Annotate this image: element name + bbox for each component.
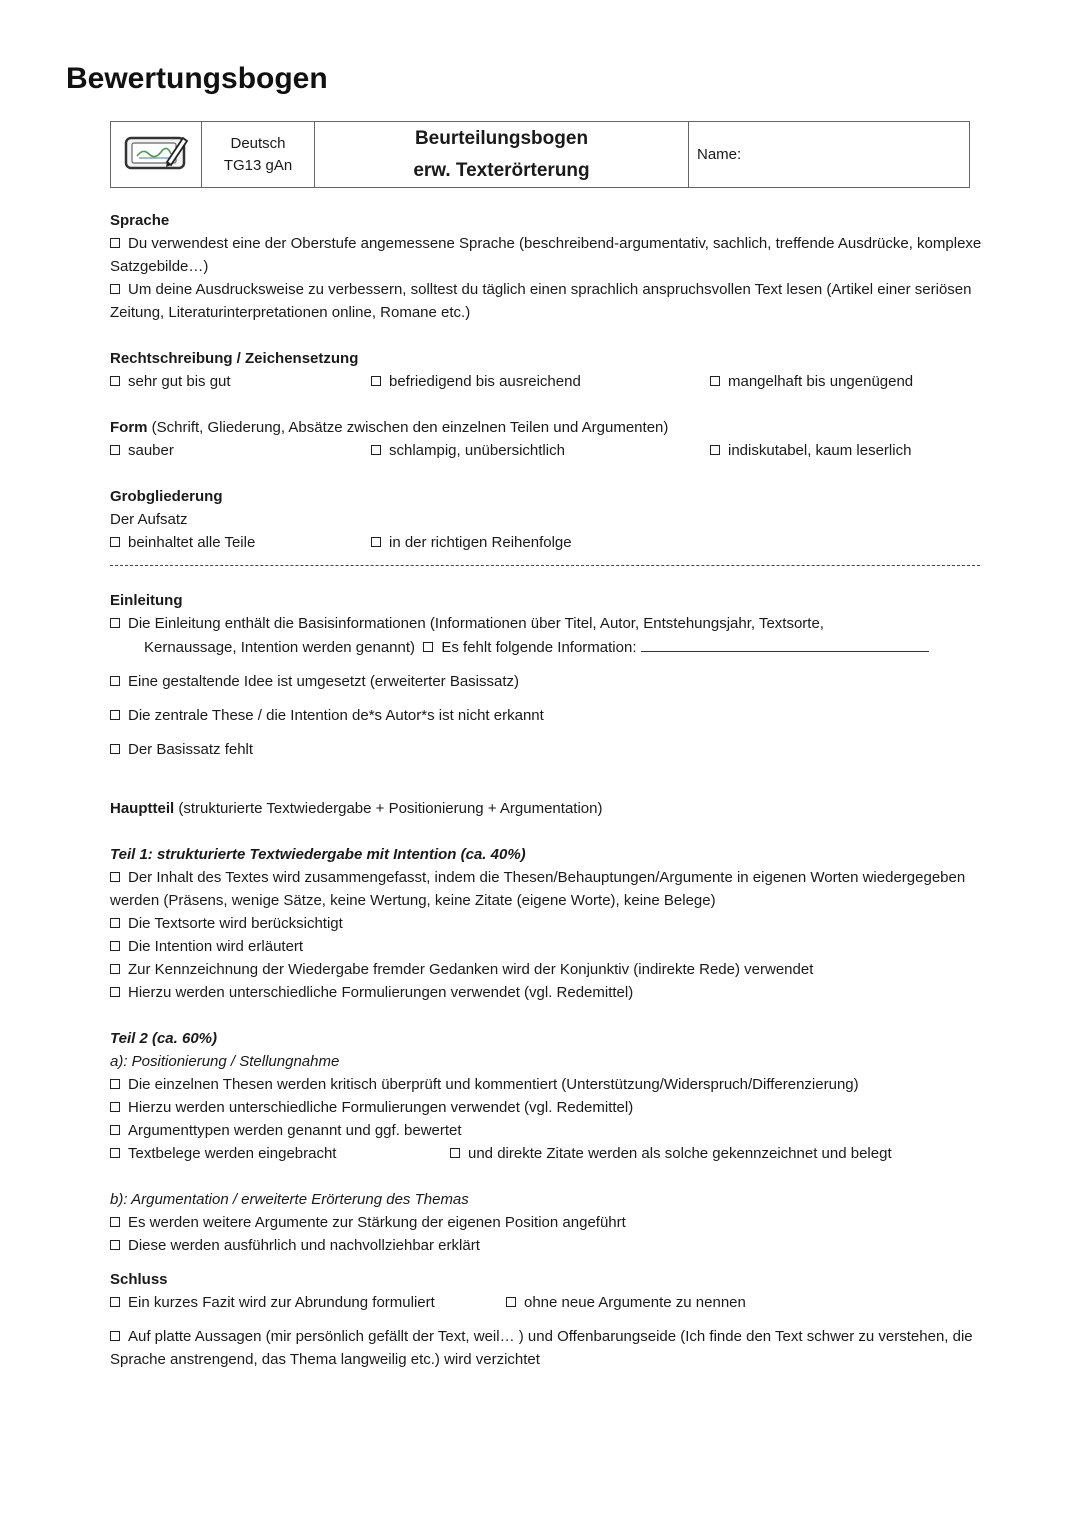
title-cell [315, 122, 689, 188]
option-item: schlampig, unübersichtlich [371, 439, 565, 462]
form-subtitle: erw. Texterörterung [413, 159, 590, 181]
checkbox[interactable] [110, 1125, 120, 1135]
form-heading-note: (Schrift, Gliederung, Absätze zwischen den einzelnen Teilen und Argumenten) [151, 419, 669, 436]
checkbox[interactable] [110, 872, 120, 882]
checkbox[interactable] [110, 964, 120, 974]
checkbox[interactable] [110, 445, 120, 455]
option-item: Textbelege werden eingebracht [110, 1142, 336, 1165]
checkbox[interactable] [110, 1148, 120, 1158]
checkbox[interactable] [110, 987, 120, 997]
checkbox[interactable] [450, 1148, 460, 1158]
missing-info-field[interactable] [641, 635, 929, 652]
checkbox[interactable] [110, 918, 120, 928]
section-heading-form-row [110, 416, 985, 439]
checkbox[interactable] [710, 445, 720, 455]
grobgliederung-intro: Der Aufsatz [110, 511, 188, 528]
checkbox[interactable] [110, 1331, 120, 1341]
schluss-item: Auf platte Aussagen (mir persönlich gefällt der Text, weil… ) und Offenbarungseide (Ich finde den Text schwer zu verstehen, die Sprache anstrengend, das Thema langweilig etc.) wird verzichtet [110, 1328, 973, 1368]
form-title: Beurteilungsbogen [414, 127, 589, 149]
form-options [110, 439, 985, 462]
tablet-pen-icon [123, 132, 189, 172]
option-item: und direkte Zitate werden als solche gekennzeichnet und belegt [450, 1142, 892, 1165]
option-item: Ein kurzes Fazit wird zur Abrundung formuliert [110, 1291, 435, 1314]
einleitung-item: Der Basissatz fehlt [110, 738, 985, 761]
grobgliederung-options [110, 531, 985, 554]
checkbox[interactable] [371, 445, 381, 455]
einleitung-item: Die Einleitung enthält die Basisinformationen (Informationen über Titel, Autor, Entstehungsjahr, Textsorte, [110, 612, 985, 635]
name-label: Name: [697, 146, 742, 163]
section-heading-form: Form [110, 419, 148, 436]
option-item: indiskutabel, kaum leserlich [710, 439, 911, 462]
einleitung-item-cont: Kernaussage, Intention werden genannt) Es fehlt folgende Information: [110, 635, 985, 659]
teil1-item: Der Inhalt des Textes wird zusammengefasst, indem die Thesen/Behauptungen/Argumente in eigenen Worten wiedergegeben werden (Präsens, wenige Sätze, keine Wertung, keine Zitate (eigene Worte), keine Belege) [110, 869, 966, 909]
checkbox[interactable] [110, 744, 120, 754]
section-heading-hauptteil: Hauptteil [110, 800, 175, 817]
section-heading-rechtschreibung: Rechtschreibung / Zeichensetzung [110, 350, 359, 367]
teil2a-item-row [110, 1142, 985, 1165]
checkbox[interactable] [110, 618, 120, 628]
checkbox[interactable] [710, 376, 720, 386]
teil1-item: Hierzu werden unterschiedliche Formulierungen verwendet (vgl. Redemittel) [110, 981, 985, 1004]
checkbox[interactable] [423, 642, 433, 652]
sprache-item: Um deine Ausdrucksweise zu verbessern, solltest du täglich einen sprachlich anspruchsvollen Text lesen (Artikel einer seriösen Zeitung, Literaturinterpretationen online, Romane etc.) [110, 281, 972, 321]
option-item: befriedigend bis ausreichend [371, 370, 581, 393]
header-table [110, 121, 970, 188]
checkbox[interactable] [371, 376, 381, 386]
checkbox[interactable] [110, 941, 120, 951]
subject-cell [202, 122, 315, 188]
section-heading-grobgliederung: Grobgliederung [110, 488, 223, 505]
einleitung-item: Eine gestaltende Idee ist umgesetzt (erweiterter Basissatz) [110, 670, 985, 693]
class-label: TG13 gAn [223, 156, 293, 174]
checkbox[interactable] [110, 1297, 120, 1307]
teil2b-item: Es werden weitere Argumente zur Stärkung der eigenen Position angeführt [110, 1211, 985, 1234]
teil2a-item: Argumenttypen werden genannt und ggf. bewertet [110, 1119, 985, 1142]
teil1-heading: Teil 1: strukturierte Textwiedergabe mit Intention (ca. 40%) [110, 846, 526, 863]
hauptteil-heading-note: (strukturierte Textwiedergabe + Positionierung + Argumentation) [178, 800, 603, 817]
section-heading-sprache: Sprache [110, 212, 170, 229]
checkbox[interactable] [110, 376, 120, 386]
subject: Deutsch [230, 134, 286, 152]
option-item: ohne neue Argumente zu nennen [506, 1291, 746, 1314]
section-heading-schluss: Schluss [110, 1271, 168, 1288]
teil1-item: Die Intention wird erläutert [110, 935, 985, 958]
teil1-item: Zur Kennzeichnung der Wiedergabe fremder Gedanken wird der Konjunktiv (indirekte Rede) verwendet [110, 958, 985, 981]
teil2b-heading: b): Argumentation / erweiterte Erörterung des Themas [110, 1191, 469, 1208]
checkbox[interactable] [110, 710, 120, 720]
teil2-heading: Teil 2 (ca. 60%) [110, 1030, 217, 1047]
option-item: in der richtigen Reihenfolge [371, 531, 572, 554]
option-item: beinhaltet alle Teile [110, 531, 255, 554]
checkbox[interactable] [110, 1217, 120, 1227]
page-title: Bewertungsbogen [66, 62, 328, 95]
checkbox[interactable] [110, 1240, 120, 1250]
teil2a-item: Die einzelnen Thesen werden kritisch überprüft und kommentiert (Unterstützung/Widerspruch/Differenzierung) [110, 1073, 985, 1096]
einleitung-item: Die zentrale These / die Intention de*s Autor*s ist nicht erkannt [110, 704, 985, 727]
rechtschreibung-options [110, 370, 985, 393]
section-heading-einleitung: Einleitung [110, 592, 183, 609]
sprache-item: Du verwendest eine der Oberstufe angemessene Sprache (beschreibend-argumentativ, sachlich, treffende Ausdrücke, komplexe Satzgebilde…) [110, 235, 982, 275]
teil2a-heading: a): Positionierung / Stellungnahme [110, 1053, 340, 1070]
option-item: sauber [110, 439, 174, 462]
checkbox[interactable] [110, 537, 120, 547]
teil2b-item: Diese werden ausführlich und nachvollziehbar erklärt [110, 1234, 985, 1257]
schluss-item-row [110, 1291, 985, 1314]
teil1-item: Die Textsorte wird berücksichtigt [110, 912, 985, 935]
checkbox[interactable] [110, 284, 120, 294]
section-heading-hauptteil-row [110, 797, 985, 820]
option-item: mangelhaft bis ungenügend [710, 370, 913, 393]
checkbox[interactable] [110, 238, 120, 248]
name-cell[interactable] [689, 122, 970, 188]
checkbox[interactable] [506, 1297, 516, 1307]
teil2a-item: Hierzu werden unterschiedliche Formulierungen verwendet (vgl. Redemittel) [110, 1096, 985, 1119]
checkbox[interactable] [110, 676, 120, 686]
checkbox[interactable] [371, 537, 381, 547]
form-content [110, 209, 985, 1371]
checkbox[interactable] [110, 1102, 120, 1112]
option-item: sehr gut bis gut [110, 370, 231, 393]
checkbox[interactable] [110, 1079, 120, 1089]
logo-cell [111, 122, 202, 188]
